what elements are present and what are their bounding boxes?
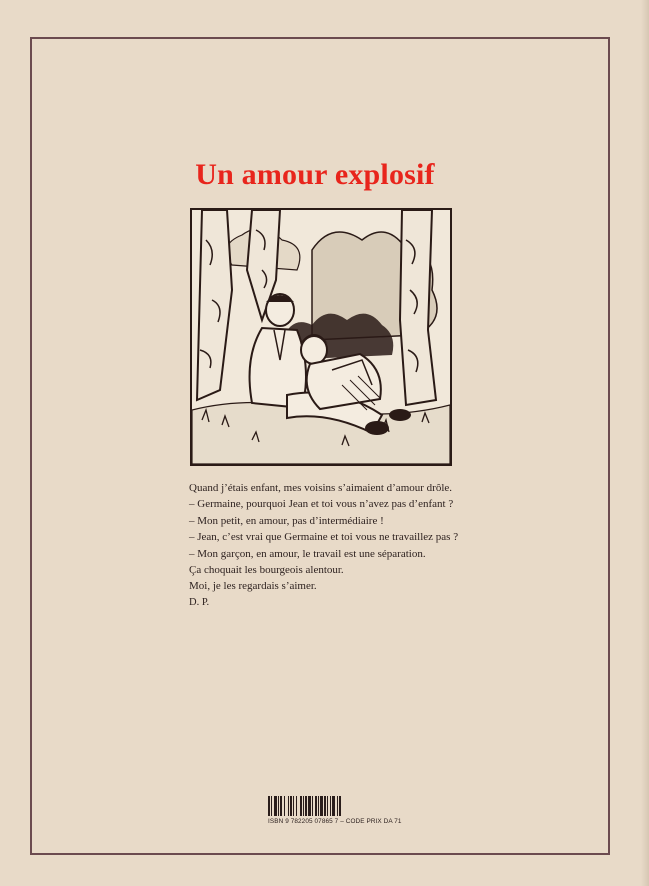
couple-in-park-drawing [192,210,450,464]
text-line: Ça choquait les bourgeois alentour. [189,564,344,577]
text-line: – Germaine, pourquoi Jean et toi vous n’avez pas d’enfant ? [189,498,454,511]
text-line: – Jean, c’est vrai que Germaine et toi vous ne travaillez pas ? [189,531,459,544]
text-line: – Mon petit, en amour, pas d’intermédiaire ! [189,514,384,527]
text-line: Quand j’étais enfant, mes voisins s’aimaient d’amour drôle. [189,482,453,494]
author-signature: D. P. [189,597,210,608]
book-title: Un amour explosif [195,158,435,191]
text-line: – Mon garçon, en amour, le travail est une séparation. [189,547,426,560]
back-cover-text [189,480,489,595]
cover-edge [641,0,649,886]
barcode [268,796,384,816]
cover-illustration [190,208,452,466]
isbn-label: ISBN 9 782205 07865 7 – CODE PRIX DA 71 [268,818,402,825]
text-line: Moi, je les regardais s’aimer. [189,580,317,593]
